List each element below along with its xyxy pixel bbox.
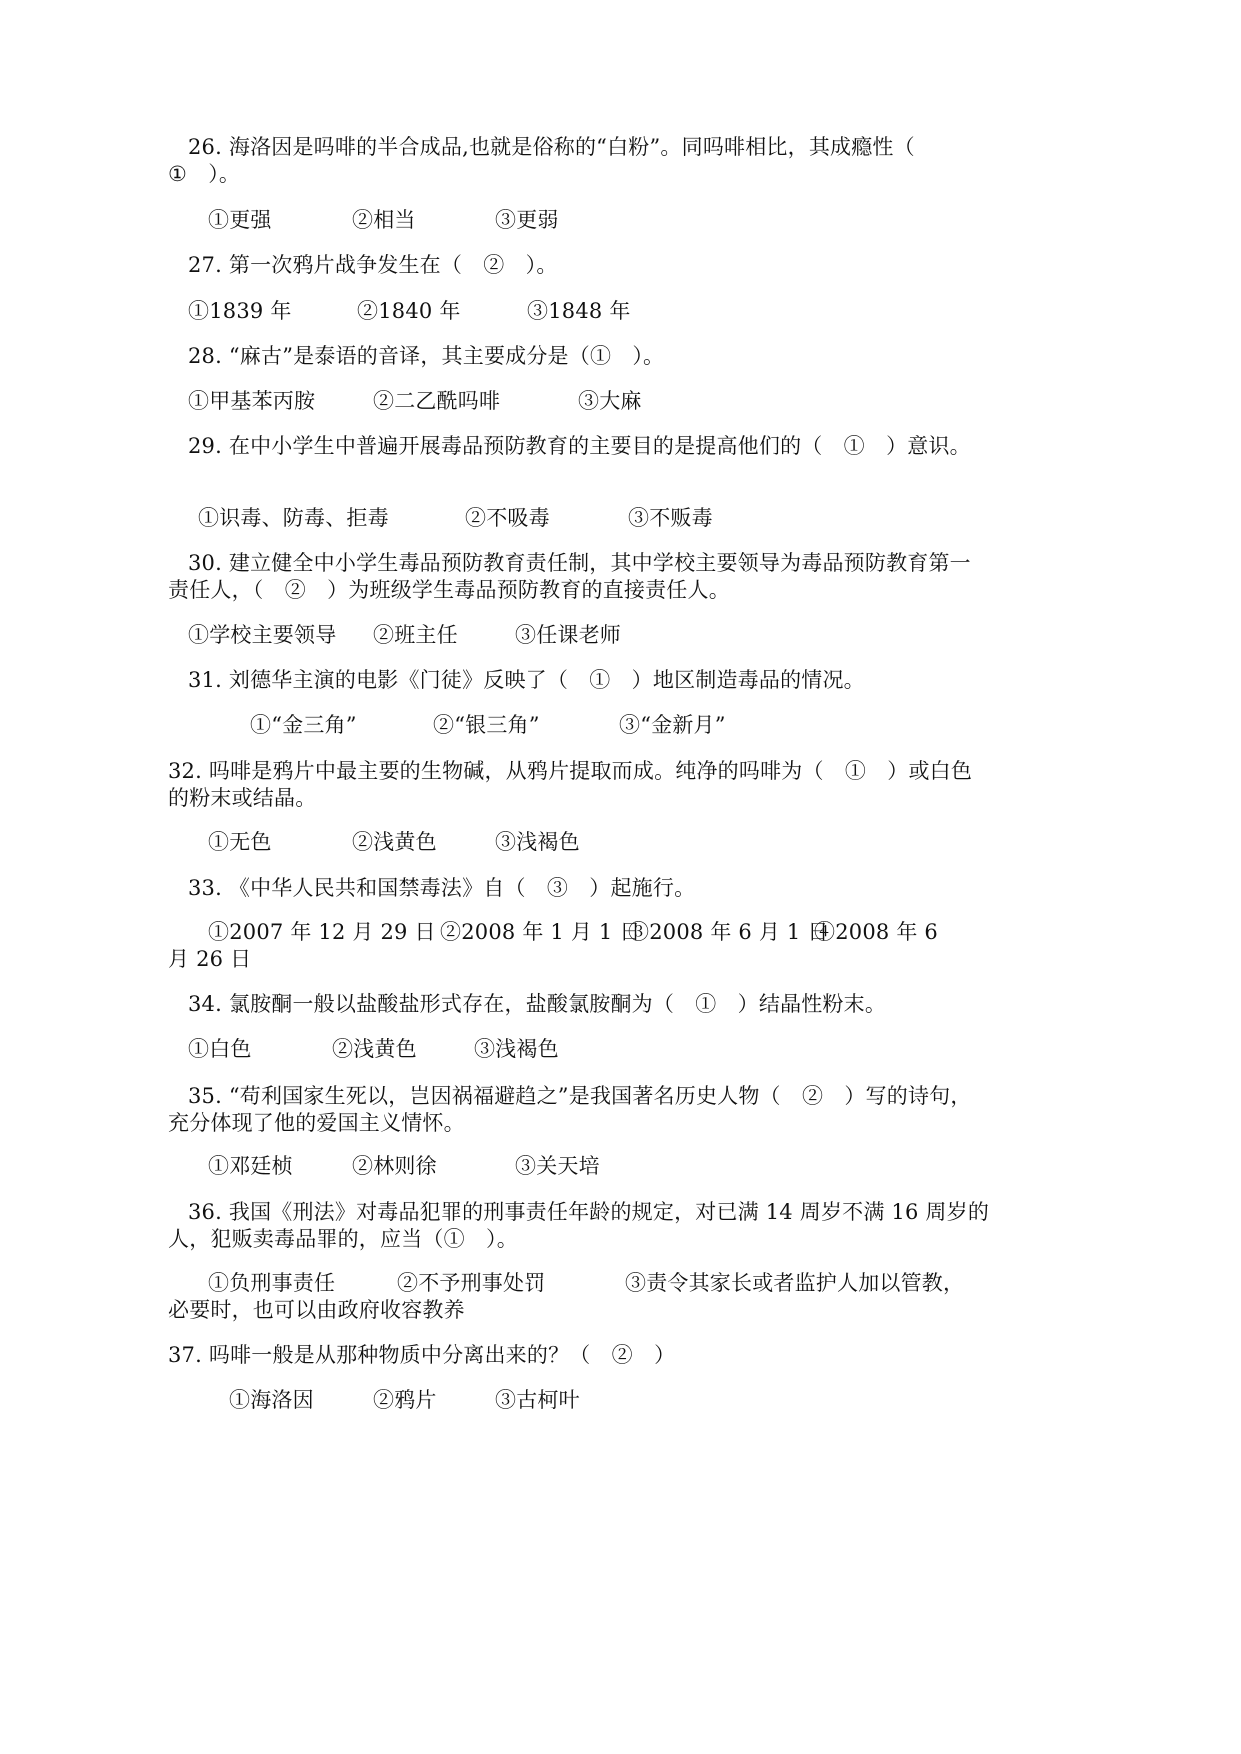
answer-option-continuation: 必要时，也可以由政府收容教养 <box>168 1298 465 1322</box>
question-stem: 29. 在中小学生中普遍开展毒品预防教育的主要目的是提高他们的（ ① ）意识。 <box>188 434 971 458</box>
answer-option: ③责令其家长或者监护人加以管教， <box>625 1271 965 1295</box>
question-stem: 36. 我国《刑法》对毒品犯罪的刑事责任年龄的规定，对已满 14 周岁不满 16 周岁的 <box>188 1200 990 1224</box>
answer-option: ①无色 <box>208 830 272 854</box>
answer-option: ②不吸毒 <box>465 506 550 530</box>
question-stem: 人，犯贩卖毒品罪的，应当（① ）。 <box>168 1227 518 1251</box>
answer-option: ③浅褐色 <box>495 830 580 854</box>
answer-option: ②林则徐 <box>352 1154 437 1178</box>
answer-option: ②浅黄色 <box>352 830 437 854</box>
question-stem: ① ）。 <box>168 162 241 186</box>
answer-option: ③2008 年 6 月 1 日 <box>628 920 829 944</box>
question-stem: 27. 第一次鸦片战争发生在（ ② ）。 <box>188 253 558 277</box>
answer-option: ②班主任 <box>373 623 458 647</box>
answer-option: ②浅黄色 <box>332 1037 417 1061</box>
answer-option: ①负刑事责任 <box>208 1271 336 1295</box>
answer-option: ③大麻 <box>578 389 642 413</box>
question-stem: 35. “苟利国家生死以，岂因祸福避趋之”是我国著名历史人物（ ② ）写的诗句， <box>188 1084 972 1108</box>
answer-option: ③“金新月” <box>619 713 726 737</box>
answer-option: ③更弱 <box>495 208 559 232</box>
question-stem: 31. 刘德华主演的电影《门徒》反映了（ ① ）地区制造毒品的情况。 <box>188 668 865 692</box>
answer-option: ①识毒、防毒、拒毒 <box>198 506 389 530</box>
question-stem: 34. 氯胺酮一般以盐酸盐形式存在，盐酸氯胺酮为（ ① ）结晶性粉末。 <box>188 992 887 1016</box>
answer-option: ②1840 年 <box>357 299 461 323</box>
answer-option: ③不贩毒 <box>628 506 713 530</box>
answer-option: ②二乙酰吗啡 <box>373 389 501 413</box>
answer-option: ③古柯叶 <box>495 1388 580 1412</box>
answer-option-continuation: 月 26 日 <box>168 947 252 971</box>
answer-option: ①2007 年 12 月 29 日 <box>208 920 436 944</box>
answer-option: ④2008 年 6 <box>814 920 938 944</box>
question-stem: 充分体现了他的爱国主义情怀。 <box>168 1111 465 1135</box>
answer-option: ①1839 年 <box>188 299 292 323</box>
answer-option: ①白色 <box>188 1037 252 1061</box>
answer-option: ①“金三角” <box>250 713 357 737</box>
answer-option: ③浅褐色 <box>474 1037 559 1061</box>
answer-option: ③任课老师 <box>515 623 621 647</box>
answer-option: ②“银三角” <box>433 713 540 737</box>
answer-option: ③关天培 <box>515 1154 600 1178</box>
question-stem: 30. 建立健全中小学生毒品预防教育责任制，其中学校主要领导为毒品预防教育第一 <box>188 551 971 575</box>
question-stem: 的粉末或结晶。 <box>168 786 317 810</box>
answer-option: ①邓廷桢 <box>208 1154 293 1178</box>
question-stem: 责任人，（ ② ）为班级学生毒品预防教育的直接责任人。 <box>168 578 730 602</box>
answer-option: ③1848 年 <box>527 299 631 323</box>
answer-option: ②不予刑事处罚 <box>397 1271 546 1295</box>
question-stem: 33. 《中华人民共和国禁毒法》自（ ③ ）起施行。 <box>188 876 696 900</box>
question-stem: 32. 吗啡是鸦片中最主要的生物碱，从鸦片提取而成。纯净的吗啡为（ ① ）或白色 <box>168 759 973 783</box>
answer-option: ①甲基苯丙胺 <box>188 389 316 413</box>
answer-option: ①学校主要领导 <box>188 623 337 647</box>
question-stem: 26. 海洛因是吗啡的半合成品,也就是俗称的“白粉”。同吗啡相比，其成瘾性（ <box>188 135 915 159</box>
answer-option: ②2008 年 1 月 1 日 <box>440 920 641 944</box>
answer-option: ②相当 <box>352 208 416 232</box>
question-stem: 37. 吗啡一般是从那种物质中分离出来的？（ ② ） <box>168 1343 676 1367</box>
question-stem: 28. “麻古”是泰语的音译，其主要成分是（① ）。 <box>188 344 665 368</box>
answer-option: ①海洛因 <box>229 1388 314 1412</box>
answer-option: ②鸦片 <box>373 1388 437 1412</box>
answer-option: ①更强 <box>208 208 272 232</box>
